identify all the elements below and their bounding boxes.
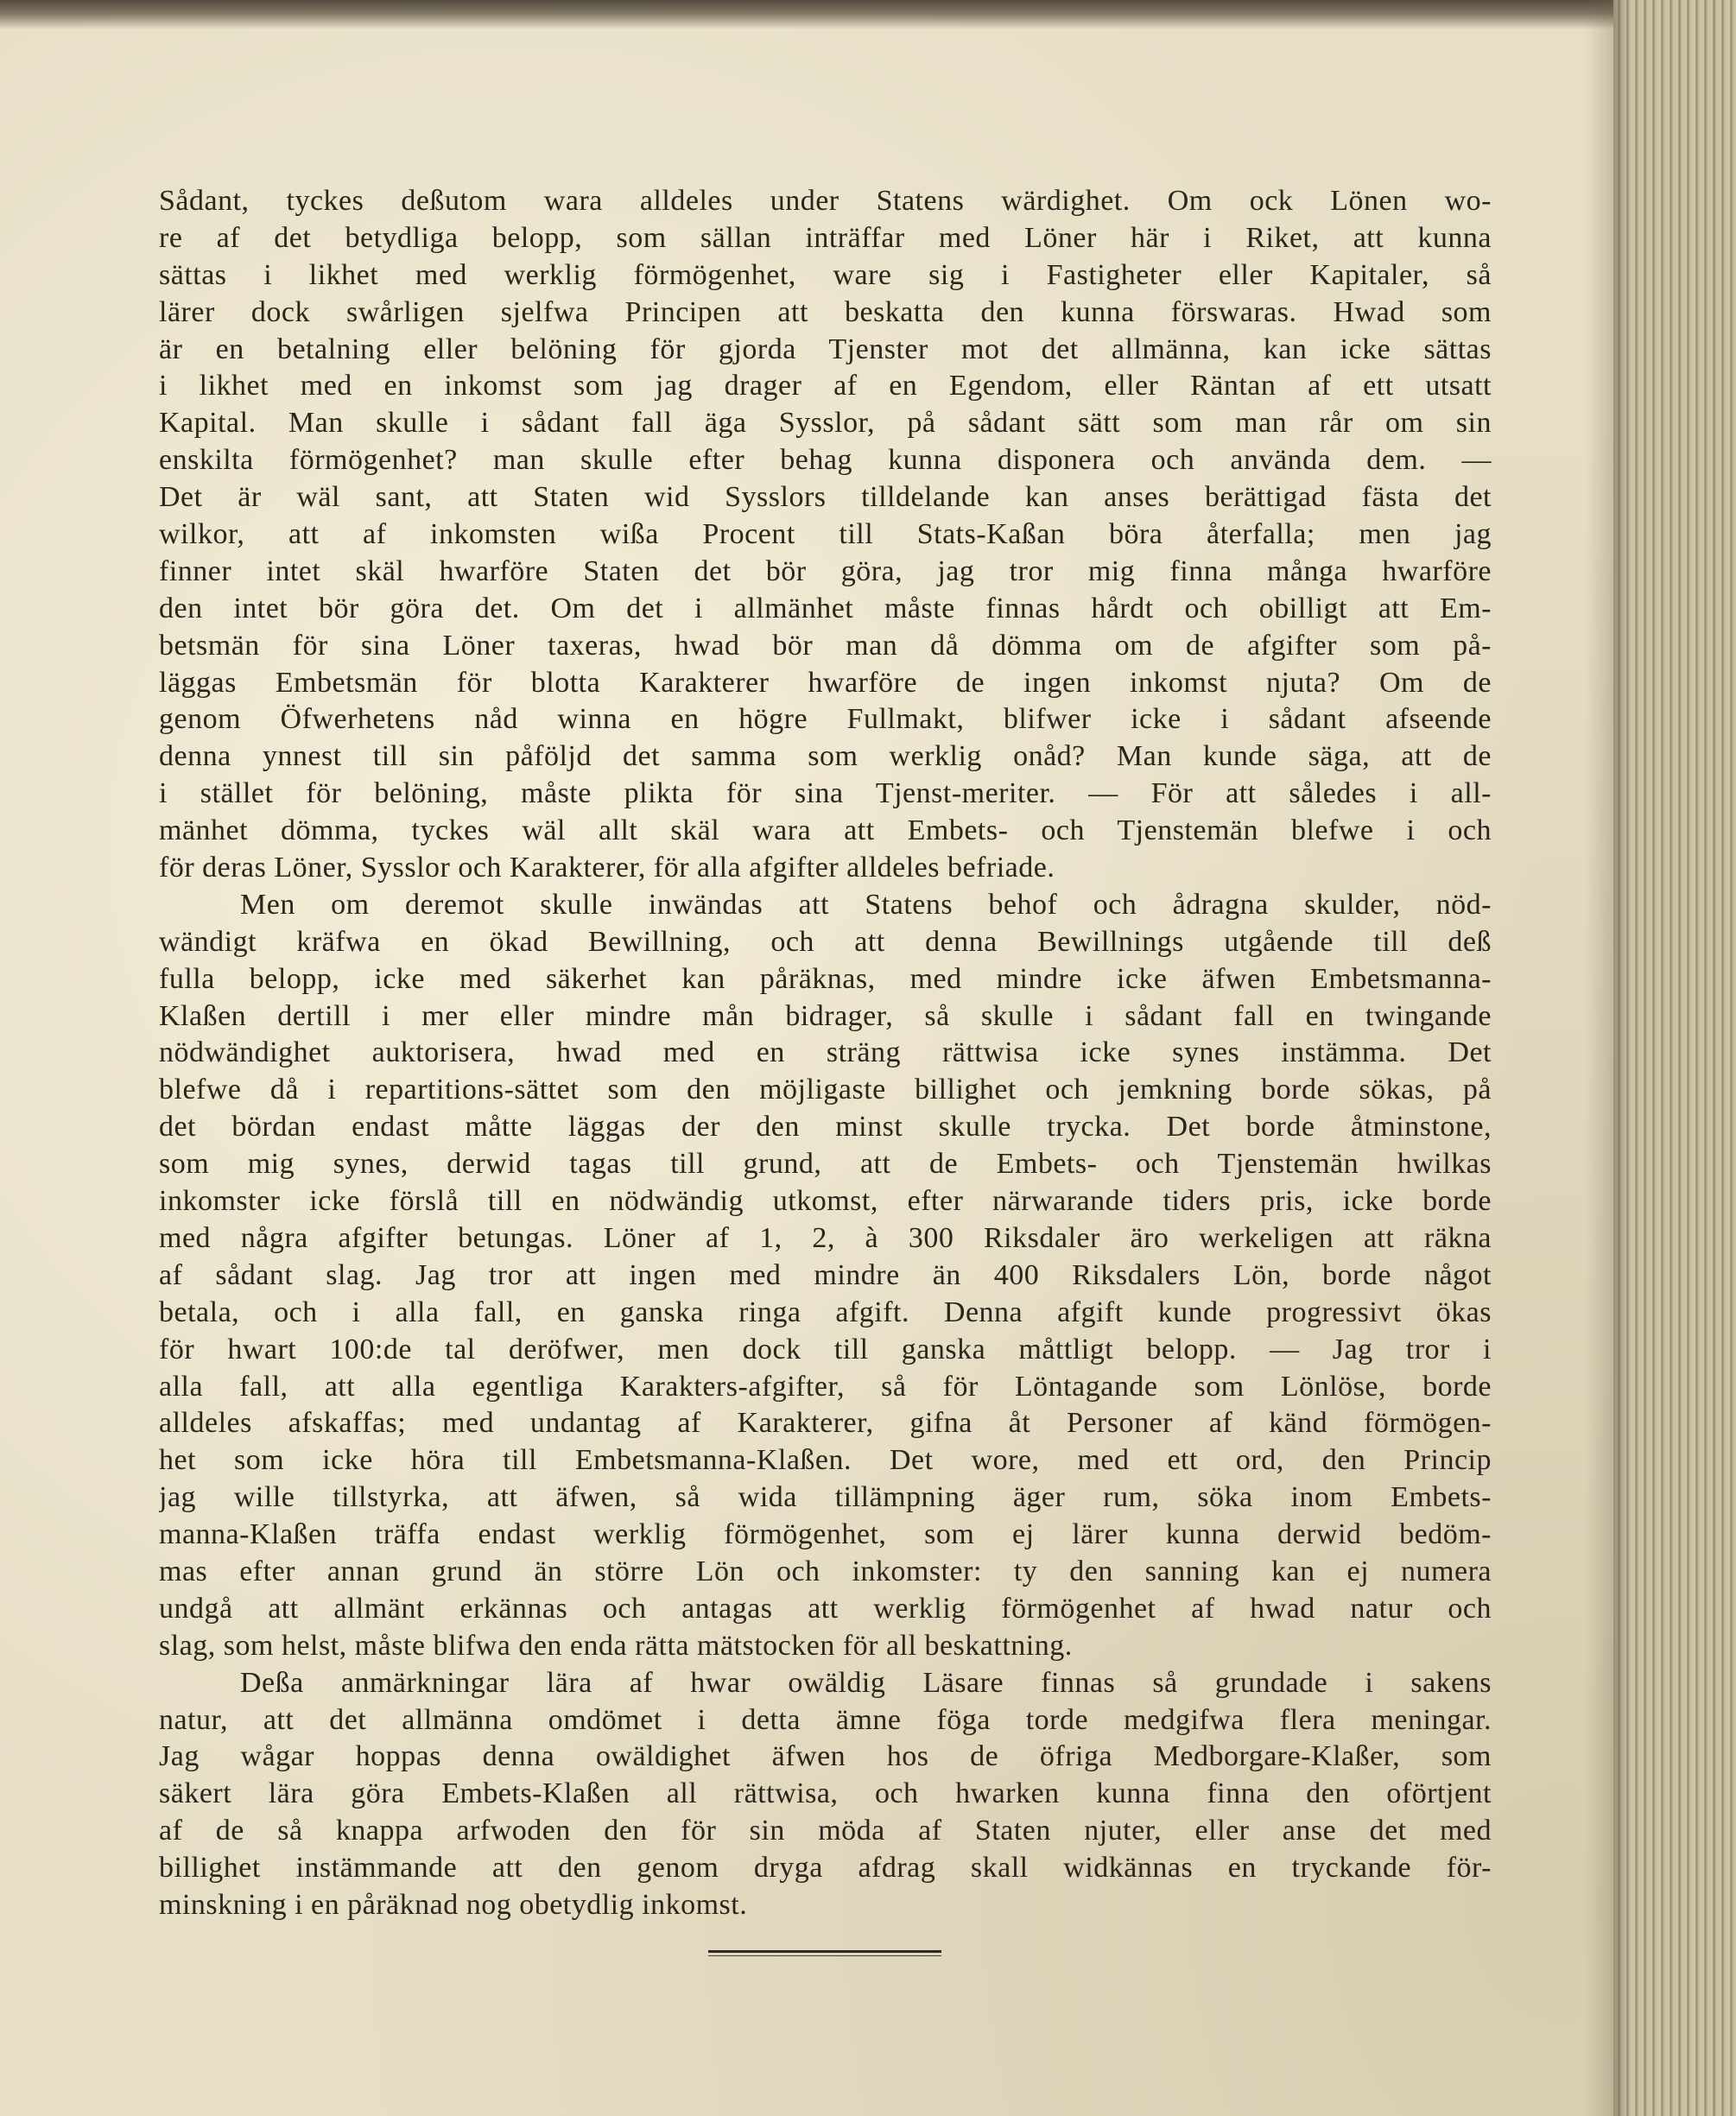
- text-line: minskning i en påräknad nog obetydlig inkomst.: [159, 1888, 748, 1921]
- text-line: för deras Löner, Sysslor och Karakterer, för alla afgifter alldeles befriade.: [159, 852, 1055, 884]
- text-line: af de så knappa arfwoden den för sin möda af Staten njuter, eller anse det med: [159, 1815, 1492, 1847]
- text-line: jag wille tillstyrka, att äfwen, så wida tillämpning äger rum, söka inom Embets-: [159, 1481, 1492, 1514]
- text-line: wilkor, att af inkomsten wißa Procent till Stats-Kaßan böra återfalla; men jag: [159, 518, 1492, 551]
- text-line: slag, som helst, måste blifwa den enda rätta mätstocken för all beskattning.: [159, 1629, 1073, 1662]
- text-line: är en betalning eller belöning för gjorda Tjenster mot det allmänna, kan icke sättas: [159, 333, 1492, 365]
- text-line: billighet instämmande att den genom dryga afdrag skall widkännas en tryckande för-: [159, 1852, 1492, 1885]
- text-line: undgå att allmänt erkännas och antagas att werklig förmögenhet af hwad natur och: [159, 1592, 1492, 1625]
- text-line: fulla belopp, icke med säkerhet kan påräknas, med mindre icke äfwen Embetsmanna-: [159, 962, 1492, 995]
- text-line: Deßa anmärkningar lära af hwar owäldig Läsare finnas så grundade i sakens: [240, 1666, 1492, 1699]
- text-line: het som icke höra till Embetsmanna-Klaßen. Det wore, med ett ord, den Princip: [159, 1444, 1492, 1477]
- text-line: den intet bör göra det. Om det i allmänhet måste finnas hårdt och obilligt att Em-: [159, 592, 1492, 624]
- text-line: betala, och i alla fall, en ganska ringa afgift. Denna afgift kunde progressivt ökas: [159, 1296, 1492, 1328]
- text-line: nödwändighet auktorisera, hwad med en sträng rättwisa icke synes instämma. Det: [159, 1036, 1492, 1069]
- text-line: Kapital. Man skulle i sådant fall äga Sysslor, på sådant sätt som man rår om sin: [159, 407, 1492, 440]
- text-line: enskilta förmögenhet? man skulle efter behag kunna disponera och använda dem. —: [159, 444, 1492, 477]
- text-line: i likhet med en inkomst som jag drager af en Egendom, eller Räntan af ett utsatt: [159, 370, 1492, 402]
- body-text: [159, 183, 1492, 1924]
- text-line: alla fall, att alla egentliga Karakters-afgifter, så för Löntagande som Lönlöse, borde: [159, 1370, 1492, 1403]
- text-line: i stället för belöning, måste plikta för sina Tjenst-meriter. — För att således i all-: [159, 777, 1492, 810]
- text-line: för hwart 100:de tal deröfwer, men dock till ganska måttligt belopp. — Jag tror i: [159, 1333, 1492, 1365]
- text-line: re af det betydliga belopp, som sällan inträffar med Löner här i Riket, att kunna: [159, 221, 1492, 254]
- text-line: Jag wågar hoppas denna owäldighet äfwen hos de öfriga Medborgare-Klaßer, som: [159, 1740, 1492, 1773]
- text-line: af sådant slag. Jag tror att ingen med mindre än 400 Riksdalers Lön, borde något: [159, 1258, 1492, 1291]
- text-line: blefwe då i repartitions-sättet som den möjligaste billighet och jemkning borde sökas, på: [159, 1074, 1492, 1106]
- text-line: denna ynnest till sin påföljd det samma som werklig onåd? Man kunde säga, att de: [159, 740, 1492, 773]
- text-line: Det är wäl sant, att Staten wid Sysslors tilldelande kan anses berättigad fästa det: [159, 481, 1492, 514]
- text-line: läggas Embetsmän för blotta Karakterer hwarföre de ingen inkomst njuta? Om de: [159, 666, 1492, 699]
- section-rule: [708, 1950, 941, 1956]
- text-line: Men om deremot skulle inwändas att Statens behof och ådragna skulder, nöd-: [240, 888, 1492, 921]
- text-line: alldeles afskaffas; med undantag af Karakterer, gifna åt Personer af känd förmögen-: [159, 1407, 1492, 1440]
- text-line: mänhet dömma, tyckes wäl allt skäl wara att Embets- och Tjenstemän blefwe i och: [159, 814, 1492, 847]
- text-line: mas efter annan grund än större Lön och inkomster: ty den sanning kan ej numera: [159, 1555, 1492, 1587]
- text-line: wändigt kräfwa en ökad Bewillning, och att denna Bewillnings utgående till deß: [159, 925, 1492, 958]
- text-line: det bördan endast måtte läggas der den minst skulle trycka. Det borde åtminstone,: [159, 1111, 1492, 1144]
- text-line: manna-Klaßen träffa endast werklig förmögenhet, som ej lärer kunna derwid bedöm-: [159, 1518, 1492, 1551]
- text-line: säkert lära göra Embets-Klaßen all rättwisa, och hwarken kunna finna den oförtjent: [159, 1777, 1492, 1810]
- text-line: lärer dock swårligen sjelfwa Principen att beskatta den kunna förswaras. Hwad som: [159, 295, 1492, 328]
- text-line: inkomster icke förslå till en nödwändig utkomst, efter närwarande tiders pris, icke borde: [159, 1185, 1492, 1218]
- text-line: finner intet skäl hwarföre Staten det bör göra, jag tror mig finna många hwarföre: [159, 554, 1492, 587]
- text-line: som mig synes, derwid tagas till grund, att de Embets- och Tjenstemän hwilkas: [159, 1148, 1492, 1181]
- page-edges: [1613, 0, 1736, 2116]
- text-line: sättas i likhet med werklig förmögenhet, ware sig i Fastigheter eller Kapitaler, så: [159, 258, 1492, 291]
- text-line: med några afgifter betungas. Löner af 1, 2, à 300 Riksdaler äro werkeligen att räkna: [159, 1221, 1492, 1254]
- page-top-shadow: [0, 0, 1736, 29]
- text-line: genom Öfwerhetens nåd winna en högre Fullmakt, blifwer icke i sådant afseende: [159, 703, 1492, 736]
- text-line: Sådant, tyckes deßutom wara alldeles under Statens wärdighet. Om ock Lönen wo-: [159, 185, 1492, 217]
- text-line: Klaßen dertill i mer eller mindre mån bidrager, så skulle i sådant fall en twingande: [159, 999, 1492, 1032]
- text-line: betsmän för sina Löner taxeras, hwad bör man då dömma om de afgifter som på-: [159, 629, 1492, 662]
- text-line: natur, att det allmänna omdömet i detta ämne föga torde medgifwa flera meningar.: [159, 1703, 1492, 1736]
